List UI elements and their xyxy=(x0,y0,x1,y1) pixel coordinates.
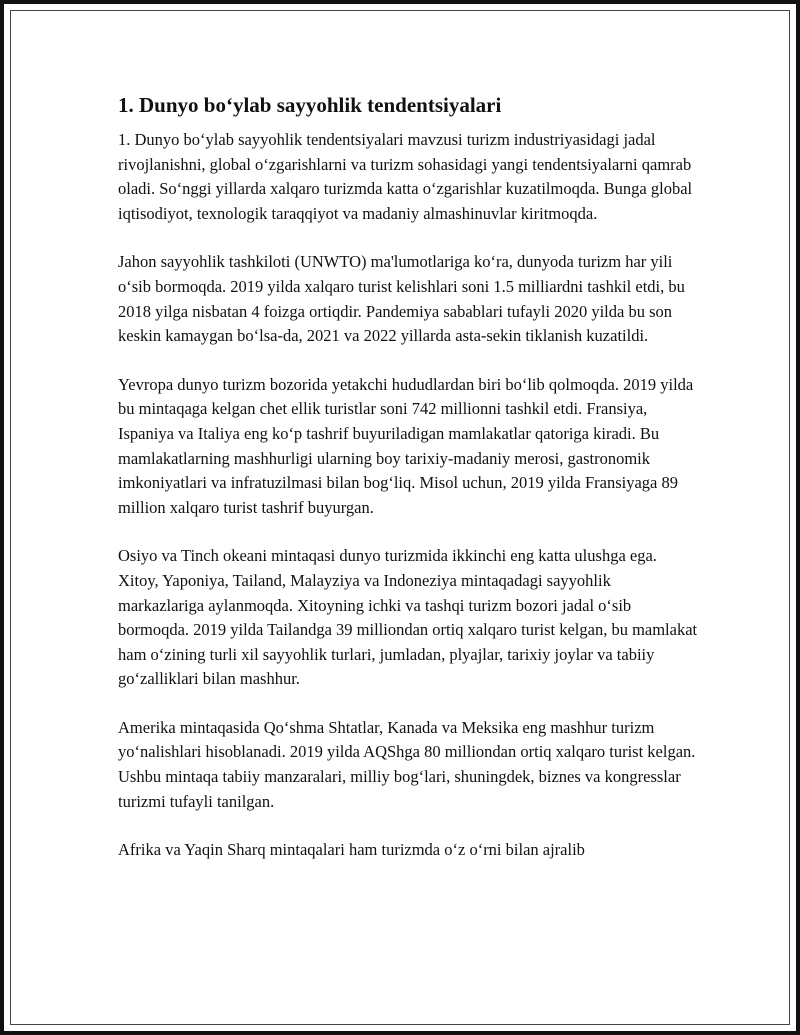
paragraph-asia-pacific: Osiyo va Tinch okeani mintaqasi dunyo turizmida ikkinchi eng katta ulushga ega. Xitoy, Yaponiya, Tailand, Malayziya va Indoneziya mintaqadagi sayyohlik markazlariga aylanmoqda. Xitoyning ichki va tashqi turizm bozori jadal o‘sib bormoqda. 2019 yilda Tailandga 39 milliondan ortiq xalqaro turist kelgan, bu mamlakat ham o‘zining turli xil sayyohlik turlari, jumladan, plyajlar, tarixiy joylar va tabiiy go‘zalliklari bilan mashhur. xyxy=(118,546,698,689)
paragraph-europe: Yevropa dunyo turizm bozorida yetakchi hududlardan biri bo‘lib qolmoqda. 2019 yilda bu mintaqaga kelgan chet ellik turistlar soni 742 millionni tashkil etdi. Fransiya, Ispaniya va Italiya eng ko‘p tashrif buyuriladigan mamlakatlar qatoriga kiradi. Bu mamlakatlarning mashhurligi ularning boy tarixiy-madaniy merosi, gastronomik imkoniyatlari va infratuzilmasi bilan bog‘liq. Misol uchun, 2019 yilda Fransiyaga 89 million xalqaro turist tashrif buyurgan. xyxy=(118,374,694,517)
paragraph-americas: Amerika mintaqasida Qo‘shma Shtatlar, Kanada va Meksika eng mashhur turizm yo‘nalishlari hisoblanadi. 2019 yilda AQShga 80 milliondan ortiq xalqaro turist kelgan. Ushbu mintaqa tabiiy manzaralari, milliy bog‘lari, shuningdek, biznes va kongresslar turizmi tufayli tanilgan. xyxy=(118,717,696,811)
paragraph-africa-middle-east: Afrika va Yaqin Sharq mintaqalari ham turizmda o‘z o‘rni bilan ajralib xyxy=(118,840,585,860)
section-heading: 1. Dunyo bo‘ylab sayyohlik tendentsiyalari xyxy=(118,93,502,117)
document-body xyxy=(118,90,698,887)
paragraph-unwto-statistics: Jahon sayyohlik tashkiloti (UNWTO) ma'lumotlariga ko‘ra, dunyoda turizm har yili o‘sib bormoqda. 2019 yilda xalqaro turist kelishlari soni 1.5 milliardni tashkil etdi, bu 2018 yilga nisbatan 4 foizga ortiqdir. Pandemiya sabablari tufayli 2020 yilda bu son keskin kamaygan bo‘lsa-da, 2021 va 2022 yillarda asta-sekin tiklanish kuzatildi. xyxy=(118,252,685,346)
paragraph-intro: 1. Dunyo bo‘ylab sayyohlik tendentsiyalari mavzusi turizm industriyasidagi jadal rivojlanishni, global o‘zgarishlarni va turizm sohasidagi yangi tendentsiyalarni qamrab oladi. So‘nggi yillarda xalqaro turizmda katta o‘zgarishlar kuzatilmoqda. Bunga global iqtisodiyot, texnologik taraqqiyot va madaniy almashinuvlar kiritmoqda. xyxy=(118,130,693,223)
